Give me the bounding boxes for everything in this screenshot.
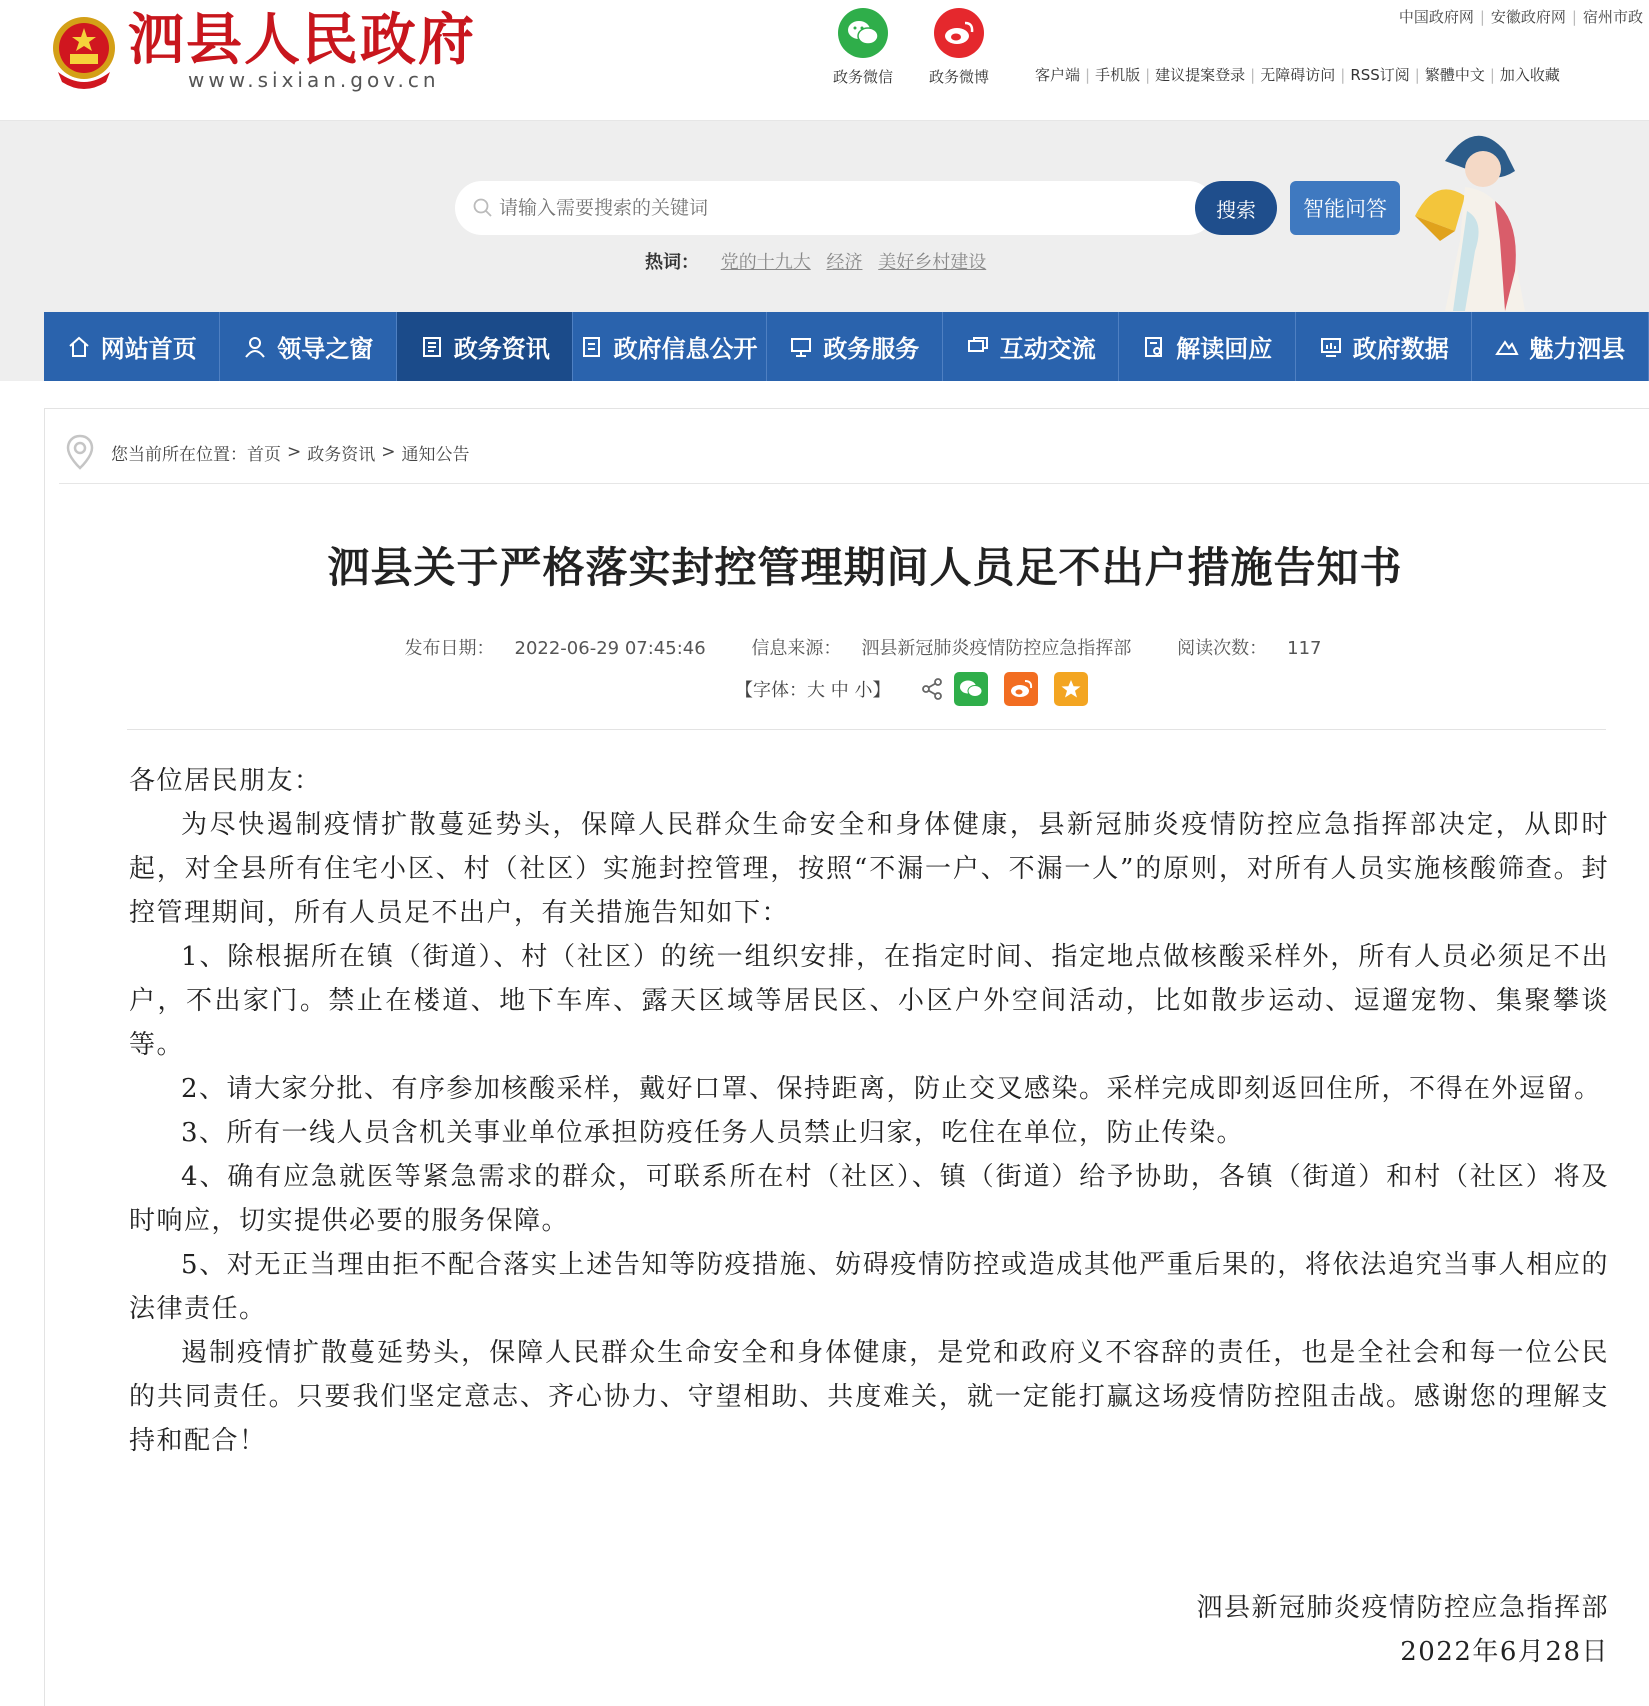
site-header <box>0 0 1649 121</box>
weibo-label: 政务微博 <box>928 68 989 86</box>
article-tools <box>735 672 1104 706</box>
share-icon[interactable] <box>920 672 944 706</box>
person-icon <box>243 335 267 359</box>
divider: | <box>1489 66 1495 84</box>
link-proposal-login[interactable]: 建议提案登录 <box>1155 66 1246 84</box>
link-traditional-chinese[interactable]: 繁體中文 <box>1424 66 1485 84</box>
nav-item-label: 魅力泗县 <box>1529 335 1626 363</box>
search-box[interactable] <box>455 181 1215 235</box>
article-title: 泗县关于严格落实封控管理期间人员足不出户措施告知书 <box>327 543 1403 592</box>
top-link-suzhou[interactable]: 宿州市政 <box>1582 8 1643 26</box>
mountain-icon <box>1495 335 1519 359</box>
site-title[interactable]: 泗县人民政府 <box>128 7 476 73</box>
font-size-switcher[interactable]: 【字体：大 中 小】 <box>735 680 891 701</box>
article-paragraph: 4、确有应急就医等紧急需求的群众，可联系所在村（社区）、镇（街道）给予协助，各镇（街道）和村（社区）将及时响应，切实提供必要的服务保障。 <box>129 1162 1609 1236</box>
article-paragraph: 2、请大家分批、有序参加核酸采样，戴好口罩、保持距离，防止交叉感染。采样完成即刻返回住所，不得在外逗留。 <box>181 1074 1602 1104</box>
divider: | <box>1250 66 1256 84</box>
nav-item-label: 网站首页 <box>100 335 197 363</box>
document-icon <box>420 335 444 359</box>
home-icon <box>67 335 91 359</box>
weibo-icon <box>934 8 984 58</box>
content-panel <box>44 408 1649 1706</box>
breadcrumb-item-home[interactable]: 首页 <box>247 444 281 465</box>
signature-date: 2022年6月28日 <box>1400 1637 1609 1667</box>
views-label: 阅读次数： <box>1177 638 1268 659</box>
hot-words <box>645 248 996 274</box>
article-paragraph: 1、除根据所在镇（街道）、村（社区）的统一组织安排，在指定时间、指定地点做核酸采样外，所有人员必须足不出户，不出家门。禁止在楼道、地下车库、露天区域等居民区、小区户外空间活动，比如散步运动、逗遛宠物、集聚攀谈等。 <box>129 942 1609 1060</box>
hot-word-link[interactable]: 美好乡村建设 <box>878 252 987 273</box>
nav-item-info-disclosure[interactable] <box>573 312 766 381</box>
search-icon <box>473 198 493 218</box>
divider: | <box>1340 66 1346 84</box>
main-nav <box>44 312 1649 381</box>
link-add-favorite[interactable]: 加入收藏 <box>1499 66 1560 84</box>
view-count: 117 <box>1287 638 1322 659</box>
favorite-star-icon[interactable] <box>1054 672 1088 706</box>
top-links <box>1393 6 1649 27</box>
wechat-label: 政务微信 <box>832 68 893 86</box>
weibo-link[interactable] <box>914 8 1004 87</box>
file-list-icon <box>581 335 603 359</box>
divider <box>59 483 1649 484</box>
nav-item-label: 领导之窗 <box>277 335 374 363</box>
article-greeting: 各位居民朋友： <box>129 766 322 796</box>
publish-date: 2022-06-29 07:45:46 <box>514 638 706 659</box>
opera-figure-illustration <box>1405 121 1555 311</box>
source: 泗县新冠肺炎疫情防控应急指挥部 <box>861 638 1132 659</box>
national-emblem-icon[interactable] <box>48 14 120 90</box>
nav-item-label: 政务服务 <box>823 335 920 363</box>
smart-qa-button[interactable]: 智能问答 <box>1290 181 1400 235</box>
nav-item-interaction[interactable] <box>943 312 1119 381</box>
nav-item-label: 政府信息公开 <box>613 335 758 363</box>
hot-words-label: 热词： <box>645 252 699 273</box>
divider: | <box>1479 8 1485 26</box>
publish-date-field <box>395 638 716 659</box>
divider: | <box>1085 66 1091 84</box>
top-link-gov-cn[interactable]: 中国政府网 <box>1398 8 1474 26</box>
article-paragraph: 遏制疫情扩散蔓延势头，保障人民群众生命安全和身体健康，是党和政府义不容辞的责任，也是全社会和每一位公民的共同责任。只要我们坚定意志、齐心协力、守望相助、共度难关，就一定能打赢这场疫情防控阻击战。感谢您的理解支持和配合！ <box>129 1338 1609 1456</box>
breadcrumb <box>63 433 470 471</box>
signature-org: 泗县新冠肺炎疫情防控应急指挥部 <box>1196 1593 1609 1623</box>
breadcrumb-separator: > <box>287 442 302 462</box>
article-paragraph: 3、所有一线人员含机关事业单位承担防疫任务人员禁止归家，吃住在单位，防止传染。 <box>181 1118 1245 1148</box>
nav-item-label: 解读回应 <box>1176 335 1273 363</box>
nav-item-interpretation[interactable] <box>1119 312 1295 381</box>
article-paragraph: 5、对无正当理由拒不配合落实上述告知等防疫措施、妨碍疫情防控或造成其他严重后果的，将依法追究当事人相应的法律责任。 <box>129 1250 1609 1324</box>
reading-icon <box>1142 335 1166 359</box>
nav-item-home[interactable] <box>44 312 220 381</box>
search-input[interactable] <box>499 193 1199 223</box>
views-field <box>1167 638 1331 659</box>
article-meta <box>45 634 1649 660</box>
nav-item-services[interactable] <box>767 312 943 381</box>
share-wechat-icon[interactable] <box>954 672 988 706</box>
link-mobile[interactable]: 手机版 <box>1095 66 1141 84</box>
divider: | <box>1571 8 1577 26</box>
article-paragraph: 为尽快遏制疫情扩散蔓延势头，保障人民群众生命安全和身体健康，县新冠肺炎疫情防控应急指挥部决定，从即时起，对全县所有住宅小区、村（社区）实施封控管理，按照“不漏一户、不漏一人”的原则，对所有人员实施核酸筛查。封控管理期间，所有人员足不出户，有关措施告知如下： <box>129 810 1609 928</box>
nav-item-label: 政府数据 <box>1352 335 1449 363</box>
hot-word-link[interactable]: 党的十九大 <box>720 252 811 273</box>
publish-date-label: 发布日期： <box>404 638 495 659</box>
divider <box>127 729 1606 730</box>
nav-item-label: 互动交流 <box>999 335 1096 363</box>
location-pin-icon <box>63 433 97 471</box>
source-field <box>741 638 1141 659</box>
utility-links <box>1030 64 1565 85</box>
nav-item-leaders[interactable] <box>220 312 396 381</box>
hot-word-link[interactable]: 经济 <box>826 252 863 273</box>
chart-icon <box>1319 335 1343 359</box>
link-rss[interactable]: RSS订阅 <box>1350 66 1410 84</box>
breadcrumb-separator: > <box>381 442 396 462</box>
link-accessibility[interactable]: 无障碍访问 <box>1260 66 1336 84</box>
nav-item-news[interactable] <box>397 312 573 381</box>
share-weibo-icon[interactable] <box>1004 672 1038 706</box>
top-link-anhui[interactable]: 安徽政府网 <box>1490 8 1566 26</box>
wechat-icon <box>838 8 888 58</box>
wechat-link[interactable] <box>818 8 908 87</box>
breadcrumb-item-news[interactable]: 政务资讯 <box>307 444 376 465</box>
breadcrumb-prefix: 您当前所在位置： <box>111 444 247 465</box>
search-button[interactable]: 搜索 <box>1195 181 1277 235</box>
chat-icon <box>966 335 990 359</box>
divider: | <box>1414 66 1420 84</box>
source-label: 信息来源： <box>751 638 842 659</box>
site-url: www.sixian.gov.cn <box>188 68 440 92</box>
breadcrumb-item-notices[interactable]: 通知公告 <box>401 444 470 465</box>
divider: | <box>1145 66 1151 84</box>
nav-item-label: 政务资讯 <box>453 335 550 363</box>
nav-item-charm[interactable] <box>1472 312 1648 381</box>
nav-item-gov-data[interactable] <box>1296 312 1472 381</box>
article-body <box>129 759 1609 1463</box>
monitor-icon <box>789 335 813 359</box>
link-client[interactable]: 客户端 <box>1035 66 1081 84</box>
